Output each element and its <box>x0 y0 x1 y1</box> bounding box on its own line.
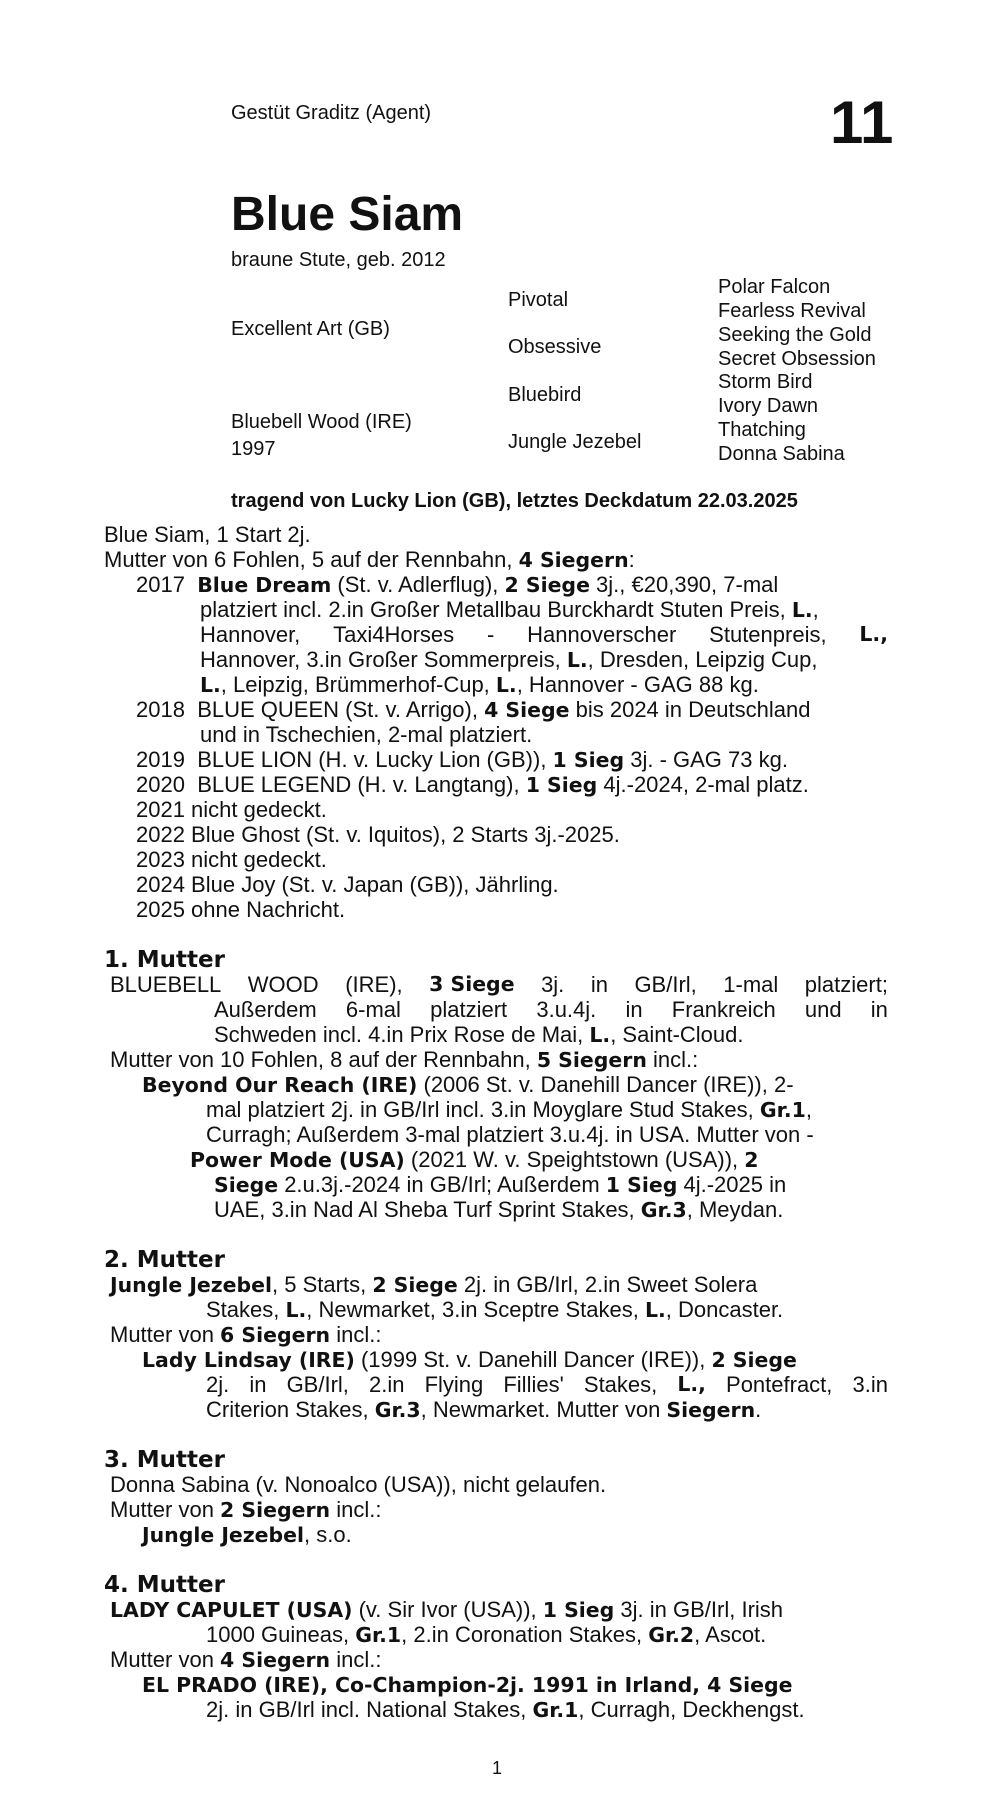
page-number: 1 <box>492 1758 503 1778</box>
section-heading: 1. Mutter <box>104 947 225 973</box>
produce-entry: 2025 ohne Nachricht. <box>136 897 346 922</box>
produce-summary: Mutter von 10 Fohlen, 8 auf der Rennbahn, 5 Siegern incl.: <box>110 1047 699 1072</box>
produce-entry-line: 2j. in GB/Irl incl. National Stakes, Gr.1, Curragh, Deckhengst. <box>206 1697 805 1722</box>
fourth-dam-line: LADY CAPULET (USA) (v. Sir Ivor (USA)), 1 Sieg 3j. in GB/Irl, Irish <box>110 1597 784 1622</box>
pedigree-great-grandparent: Fearless Revival <box>718 300 866 322</box>
produce-entry: 2021 nicht gedeckt. <box>136 797 327 822</box>
horse-description: braune Stute, geb. 2012 <box>231 249 446 271</box>
section-heading: 4. Mutter <box>104 1572 225 1598</box>
produce-entry: 2017 Blue Dream (St. v. Adlerflug), 2 Siege 3j., €20,390, 7-mal <box>136 572 779 597</box>
produce-entry: Lady Lindsay (IRE) (1999 St. v. Danehill Dancer (IRE)), 2 Siege <box>142 1347 797 1372</box>
produce-entry: 2023 nicht gedeckt. <box>136 847 327 872</box>
section-heading: 3. Mutter <box>104 1447 225 1473</box>
produce-summary: Mutter von 6 Fohlen, 5 auf der Rennbahn, 4 Siegern: <box>104 547 635 572</box>
produce-entry-line: UAE, 3.in Nad Al Sheba Turf Sprint Stakes, Gr.3, Meydan. <box>214 1197 784 1222</box>
produce-entry-line: Curragh; Außerdem 3-mal platziert 3.u.4j. in USA. Mutter von - <box>206 1122 814 1147</box>
produce-entry: 2020 BLUE LEGEND (H. v. Langtang), 1 Sieg 4j.-2024, 2-mal platz. <box>136 772 809 797</box>
consignor: Gestüt Graditz (Agent) <box>231 102 432 124</box>
covering-note: tragend von Lucky Lion (GB), letztes Deckdatum 22.03.2025 <box>231 490 798 512</box>
pedigree-great-grandparent: Storm Bird <box>718 371 813 393</box>
produce-entry-line: Siege 2.u.3j.-2024 in GB/Irl; Außerdem 1 Sieg 4j.-2025 in <box>214 1172 787 1197</box>
produce-entry: Jungle Jezebel, s.o. <box>142 1522 352 1547</box>
produce-summary: Mutter von 2 Siegern incl.: <box>110 1497 382 1522</box>
fourth-dam-line: 1000 Guineas, Gr.1, 2.in Coronation Stakes, Gr.2, Ascot. <box>206 1622 767 1647</box>
produce-entry-line: Hannover, Taxi4Horses - Hannoverscher Stutenpreis, L., <box>200 622 888 647</box>
pedigree-grandparent: Obsessive <box>508 336 602 358</box>
second-dam-line: Stakes, L., Newmarket, 3.in Sceptre Stakes, L., Doncaster. <box>206 1297 784 1322</box>
lot-number: 11 <box>830 89 894 156</box>
produce-entry-line: platziert incl. 2.in Großer Metallbau Burckhardt Stuten Preis, L., <box>200 597 819 622</box>
pedigree-grandparent: Pivotal <box>508 289 569 311</box>
produce-entry: 2018 BLUE QUEEN (St. v. Arrigo), 4 Siege bis 2024 in Deutschland <box>136 697 811 722</box>
produce-summary: Mutter von 4 Siegern incl.: <box>110 1647 382 1672</box>
produce-summary: Mutter von 6 Siegern incl.: <box>110 1322 382 1347</box>
pedigree-grandparent: Bluebird <box>508 384 582 406</box>
pedigree-great-grandparent: Donna Sabina <box>718 443 845 465</box>
pedigree-great-grandparent: Secret Obsession <box>718 348 876 370</box>
horse-name: Blue Siam <box>231 188 464 241</box>
first-dam-line: Schweden incl. 4.in Prix Rose de Mai, L., Saint-Cloud. <box>214 1022 744 1047</box>
pedigree-great-grandparent: Polar Falcon <box>718 276 831 298</box>
pedigree-dam-year: 1997 <box>231 438 276 460</box>
produce-entry-line: und in Tschechien, 2-mal platziert. <box>200 722 533 747</box>
produce-entry: EL PRADO (IRE), Co-Champion-2j. 1991 in Irland, 4 Siege <box>142 1673 793 1697</box>
produce-entry-line: 2j. in GB/Irl, 2.in Flying Fillies' Stakes, L., Pontefract, 3.in <box>206 1372 888 1397</box>
first-dam-line: Außerdem 6-mal platziert 3.u.4j. in Frankreich und in <box>214 997 888 1022</box>
third-dam-line: Donna Sabina (v. Nonoalco (USA)), nicht gelaufen. <box>110 1472 607 1497</box>
produce-entry: 2019 BLUE LION (H. v. Lucky Lion (GB)), 1 Sieg 3j. - GAG 73 kg. <box>136 747 788 772</box>
pedigree-great-grandparent: Thatching <box>718 419 806 441</box>
pedigree-great-grandparent: Seeking the Gold <box>718 324 872 346</box>
pedigree-sire: Excellent Art (GB) <box>231 318 390 340</box>
produce-entry: 2022 Blue Ghost (St. v. Iquitos), 2 Starts 3j.-2025. <box>136 822 620 847</box>
second-dam-line: Jungle Jezebel, 5 Starts, 2 Siege 2j. in GB/Irl, 2.in Sweet Solera <box>110 1272 758 1297</box>
produce-entry: Beyond Our Reach (IRE) (2006 St. v. Danehill Dancer (IRE)), 2- <box>142 1072 794 1097</box>
pedigree-grandparent: Jungle Jezebel <box>508 431 642 453</box>
racing-record: Blue Siam, 1 Start 2j. <box>104 522 311 547</box>
section-heading: 2. Mutter <box>104 1247 225 1273</box>
produce-entry-line: L., Leipzig, Brümmerhof-Cup, L., Hannover - GAG 88 kg. <box>200 672 759 697</box>
produce-entry: 2024 Blue Joy (St. v. Japan (GB)), Jährling. <box>136 872 559 897</box>
produce-entry-line: mal platziert 2j. in GB/Irl incl. 3.in Moyglare Stud Stakes, Gr.1, <box>206 1097 812 1122</box>
produce-entry-line: Criterion Stakes, Gr.3, Newmarket. Mutter von Siegern. <box>206 1397 762 1422</box>
produce-entry-line: Hannover, 3.in Großer Sommerpreis, L., Dresden, Leipzig Cup, <box>200 647 818 672</box>
pedigree-great-grandparent: Ivory Dawn <box>718 395 819 417</box>
first-dam-line: BLUEBELL WOOD (IRE), 3 Siege 3j. in GB/Irl, 1-mal platziert; <box>110 972 888 997</box>
produce-entry: Power Mode (USA) (2021 W. v. Speightstown (USA)), 2 <box>190 1147 759 1172</box>
pedigree-dam: Bluebell Wood (IRE) <box>231 411 412 433</box>
